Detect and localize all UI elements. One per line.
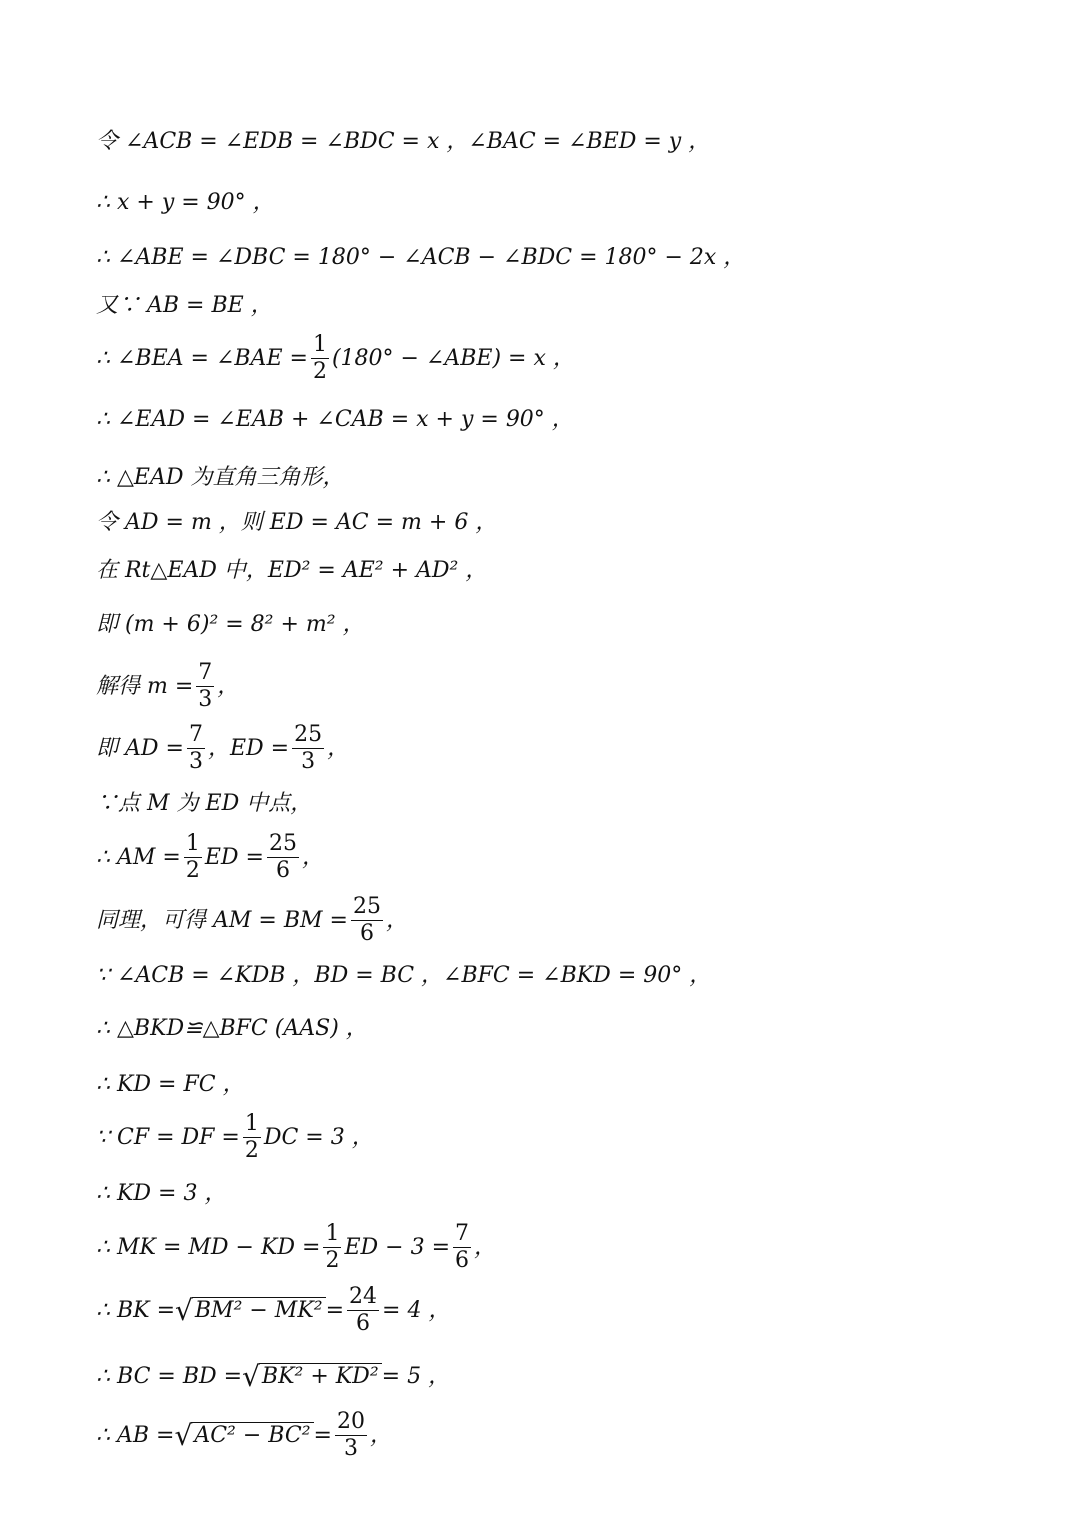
line-16: ∵ ∠ACB = ∠KDB ，BD = BC ，∠BFC = ∠BKD = 90° ， bbox=[96, 963, 712, 988]
line-22: ∴ BK = √ BM² − MK² = $\frac{24}{6}$ = 4 ， bbox=[96, 1284, 451, 1336]
line-12: 即 AD = $\frac{7}{3}$ ，ED = $\frac{25}{3}$ ， bbox=[96, 722, 350, 774]
fraction: $\frac{25}{6}$ bbox=[268, 831, 297, 883]
line-8: 令 AD = m ，则 ED = AC = m + 6 ， bbox=[96, 510, 498, 535]
line-18: ∴ KD = FC ， bbox=[96, 1072, 245, 1097]
line-10: 即 (m + 6)² = 8² + m² ， bbox=[96, 612, 365, 637]
line-21: ∴ MK = MD − KD = $\frac{1}{2}$ ED − 3 = $\frac{7}{6}$ ， bbox=[96, 1221, 497, 1273]
fraction: $\frac{1}{2}$ bbox=[244, 1111, 259, 1163]
fraction: $\frac{1}{2}$ bbox=[325, 1221, 340, 1273]
line-1: 令 ∠ACB = ∠EDB = ∠BDC = x ，∠BAC = ∠BED = y ， bbox=[96, 129, 711, 154]
line-5: ∴ ∠BEA = ∠BAE = $\frac{1}{2}$ (180° − ∠ABE) = x ， bbox=[96, 332, 575, 384]
fraction: $\frac{7}{3}$ bbox=[198, 660, 213, 712]
line-3: ∴ ∠ABE = ∠DBC = 180° − ∠ACB − ∠BDC = 180° − 2x ， bbox=[96, 245, 746, 270]
fraction: $\frac{20}{3}$ bbox=[336, 1409, 365, 1461]
line-15: 同理，可得 AM = BM = $\frac{25}{6}$ ， bbox=[96, 894, 408, 946]
fraction: $\frac{1}{2}$ bbox=[185, 831, 200, 883]
square-root: √ BK² + KD² bbox=[242, 1363, 382, 1391]
line-24: ∴ AB = √ AC² − BC² = $\frac{20}{3}$ ， bbox=[96, 1409, 392, 1461]
line-17: ∴ △BKD≌△BFC (AAS) ， bbox=[96, 1016, 368, 1041]
fraction: $\frac{7}{6}$ bbox=[455, 1221, 470, 1273]
line-7: ∴ △EAD 为直角三角形， bbox=[96, 465, 345, 490]
line-2: ∴ x + y = 90° ， bbox=[96, 190, 275, 215]
line-6: ∴ ∠EAD = ∠EAB + ∠CAB = x + y = 90° ， bbox=[96, 407, 574, 432]
fraction: $\frac{24}{6}$ bbox=[349, 1284, 378, 1336]
line-11: 解得 m = $\frac{7}{3}$ ， bbox=[96, 660, 240, 712]
line-9: 在 Rt△EAD 中，ED² = AE² + AD² ， bbox=[96, 558, 488, 583]
line-20: ∴ KD = 3 ， bbox=[96, 1181, 227, 1206]
line-13: ∵点 M 为 ED 中点， bbox=[96, 791, 313, 816]
fraction: $\frac{7}{3}$ bbox=[188, 722, 203, 774]
fraction: $\frac{1}{2}$ bbox=[312, 332, 327, 384]
fraction: $\frac{25}{3}$ bbox=[294, 722, 323, 774]
line-19: ∵ CF = DF = $\frac{1}{2}$ DC = 3 ， bbox=[96, 1111, 374, 1163]
square-root: √ BM² − MK² bbox=[175, 1297, 326, 1325]
line-4: 又∵ AB = BE ， bbox=[96, 293, 273, 318]
fraction: $\frac{25}{6}$ bbox=[352, 894, 381, 946]
line-14: ∴ AM = $\frac{1}{2}$ ED = $\frac{25}{6}$ ， bbox=[96, 831, 324, 883]
line-23: ∴ BC = BD = √ BK² + KD² = 5 ， bbox=[96, 1360, 451, 1393]
square-root: √ AC² − BC² bbox=[174, 1422, 313, 1450]
